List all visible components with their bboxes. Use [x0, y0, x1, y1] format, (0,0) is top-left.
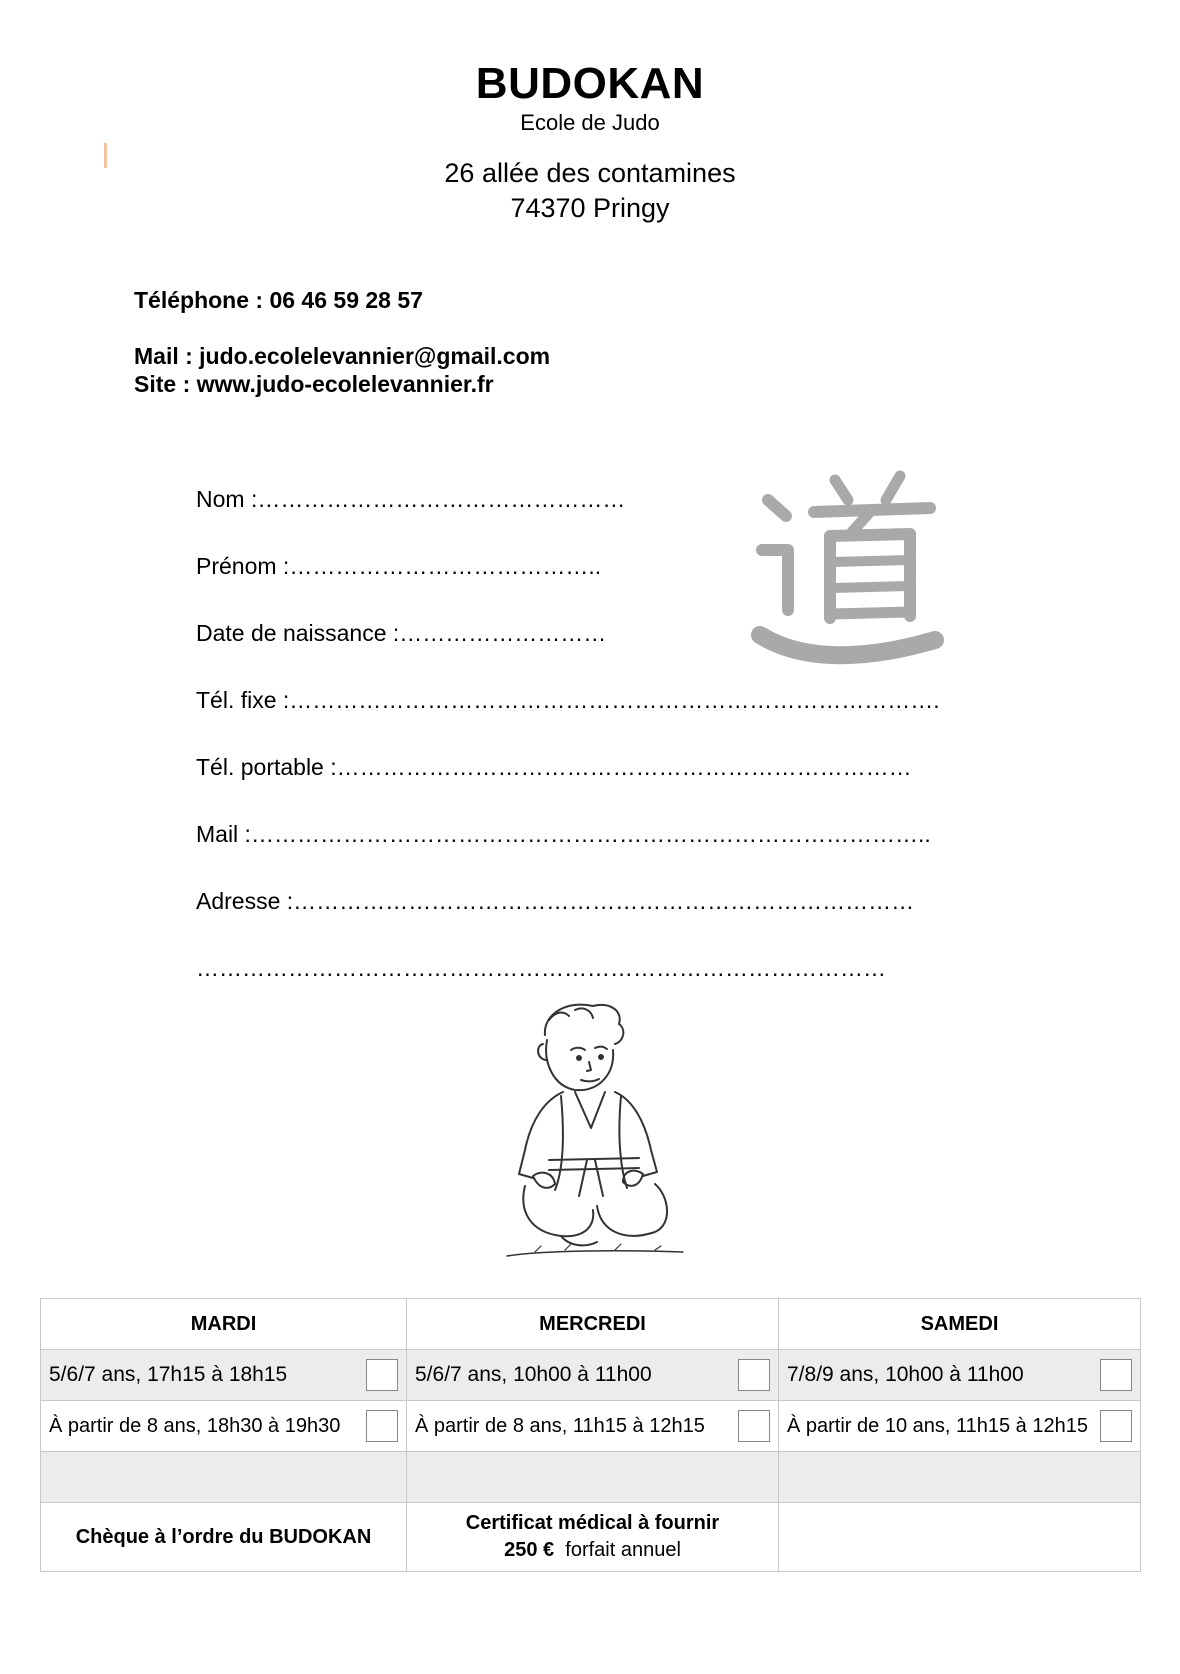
slot-label: À partir de 8 ans, 11h15 à 12h15 — [415, 1414, 705, 1437]
field-adresse-suite[interactable]: ……………………………………………………………………………… — [196, 955, 886, 981]
field-mail[interactable]: Mail :…………………………………………………………………………….. — [196, 821, 931, 847]
day-header-mardi: MARDI — [41, 1299, 407, 1350]
kneeling-judoka-illustration — [505, 1000, 685, 1265]
page-title: BUDOKAN — [475, 59, 705, 108]
certificat-note: Certificat médical à fournir — [465, 1512, 720, 1534]
field-adresse[interactable]: Adresse :……………………………………………………………………… — [196, 888, 915, 914]
slot-label: 7/8/9 ans, 10h00 à 11h00 — [787, 1363, 1024, 1386]
schedule-empty-row — [41, 1452, 1141, 1503]
empty-cell — [41, 1452, 407, 1503]
contact-block — [134, 286, 550, 398]
club-address — [0, 156, 1180, 225]
slot-label: 5/6/7 ans, 10h00 à 11h00 — [415, 1363, 652, 1386]
price-value: 250 € — [504, 1539, 555, 1561]
slot-checkbox[interactable] — [738, 1359, 770, 1391]
slot-checkbox[interactable] — [366, 1410, 398, 1442]
price-label: forfait annuel — [565, 1539, 681, 1561]
field-tel-portable[interactable]: Tél. portable :………………………………………………………………… — [196, 754, 912, 780]
telephone-line: Téléphone : 06 46 59 28 57 — [134, 287, 423, 313]
mail-line: Mail : judo.ecolelevannier@gmail.com — [134, 343, 551, 369]
field-date-naissance[interactable]: Date de naissance :……………………… — [196, 620, 607, 646]
schedule-row — [41, 1350, 1141, 1401]
empty-cell — [407, 1452, 779, 1503]
schedule-footer-row — [41, 1503, 1141, 1572]
schedule-header-row — [41, 1299, 1141, 1350]
site-line: Site : www.judo-ecolelevannier.fr — [134, 371, 494, 397]
field-tel-fixe[interactable]: Tél. fixe :…………………………………………………………………………. — [196, 687, 940, 713]
slot-checkbox[interactable] — [1100, 1410, 1132, 1442]
day-header-samedi: SAMEDI — [779, 1299, 1141, 1350]
slot-label: À partir de 10 ans, 11h15 à 12h15 — [787, 1414, 1088, 1437]
schedule-table — [40, 1298, 1141, 1572]
cheque-note: Chèque à l’ordre du BUDOKAN — [75, 1525, 372, 1548]
slot-label: 5/6/7 ans, 17h15 à 18h15 — [49, 1363, 288, 1386]
empty-cell — [779, 1452, 1141, 1503]
header — [0, 60, 1180, 225]
slot-checkbox[interactable] — [1100, 1359, 1132, 1391]
slot-checkbox[interactable] — [366, 1359, 398, 1391]
do-kanji-icon — [740, 470, 950, 680]
address-city: 74370 Pringy — [510, 192, 670, 223]
field-prenom[interactable]: Prénom :………………………………….. — [196, 553, 602, 579]
field-nom[interactable]: Nom :………………………………………… — [196, 486, 626, 512]
slot-label: À partir de 8 ans, 18h30 à 19h30 — [49, 1414, 341, 1437]
empty-cell — [779, 1503, 1141, 1572]
schedule-row — [41, 1401, 1141, 1452]
slot-checkbox[interactable] — [738, 1410, 770, 1442]
page-subtitle: Ecole de Judo — [520, 110, 660, 136]
address-street: 26 allée des contamines — [444, 158, 736, 189]
day-header-mercredi: MERCREDI — [407, 1299, 779, 1350]
